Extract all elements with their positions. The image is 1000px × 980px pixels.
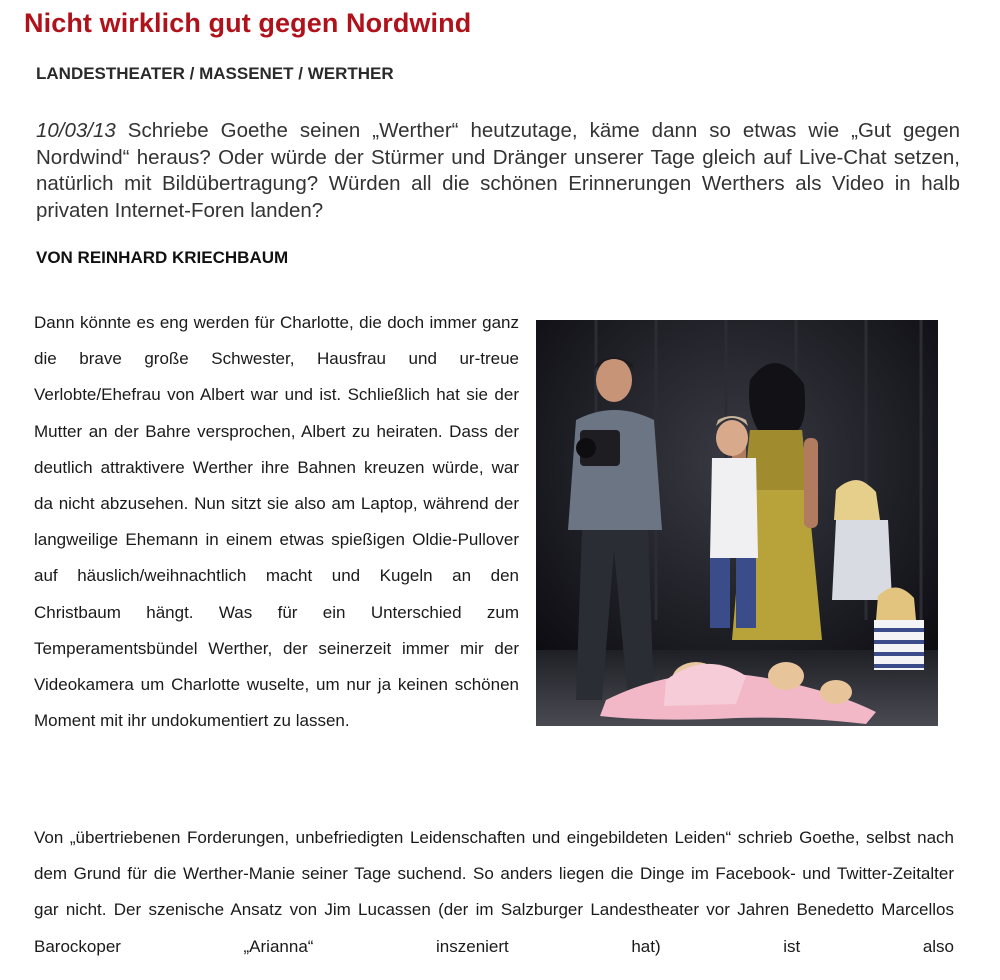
- article-paragraph-1: Dann könnte es eng werden für Charlotte, die doch immer ganz die brave große Schwester, Hausfrau und ur-treue Verlobte/Ehefrau von Albert war und ist. Schließlich hat sie der Mutter an der Bahre versprochen, Albert zu heiraten. Dass der deutlich attraktivere Werther ihre Bahnen kreuzen würde, war da nicht abzusehen. Nun sitzt sie also am Laptop, während der langweilige Ehemann in einem etwas spießigen Oldie-Pullover auf häuslich/weihnachtlich macht und Kugeln an den Christbaum hängt. Was für ein Unterschied zum Temperamentsbündel Werther, der seinerzeit immer mir der Videokamera um Charlotte wuselte, um nur ja keinen schönen Moment mit ihr undokumentiert zu lassen.: [34, 313, 519, 731]
- article-paragraph-2: Von „übertriebenen Forderungen, unbefriedigten Leidenschaften und eingebildeten Leiden“ schrieb Goethe, selbst nach dem Grund für die Werther-Manie seiner Tage suchend. So anders liegen die Dinge im Facebook- und Twitter-Zeitalter gar nicht. Der szenische Ansatz von Jim Lucassen (der im Salzburger Landestheater vor Jahren Benedetto Marcellos Barockoper „Arianna“ inszeniert hat) ist also: [34, 828, 954, 956]
- article-lead: [36, 118, 960, 224]
- article-date: 10/03/13: [36, 119, 116, 142]
- stage-scene-illustration: [536, 320, 938, 726]
- article-byline: VON REINHARD KRIECHBAUM: [36, 248, 289, 267]
- article-lead-text: Schriebe Goethe seinen „Werther“ heutzutage, käme dann so etwas wie „Gut gegen Nordwind“ heraus? Oder würde der Stürmer und Dränger unserer Tage gleich auf Live-Chat setzen, natürlich mit Bildübertragung? Würden all die schönen Erinnerungen Werthers als Video in halb privaten Internet-Foren landen?: [36, 119, 960, 222]
- article-kicker: LANDESTHEATER / MASSENET / WERTHER: [36, 64, 394, 83]
- stage-scene-photo: [536, 320, 938, 726]
- article-headline: Nicht wirklich gut gegen Nordwind: [24, 8, 472, 38]
